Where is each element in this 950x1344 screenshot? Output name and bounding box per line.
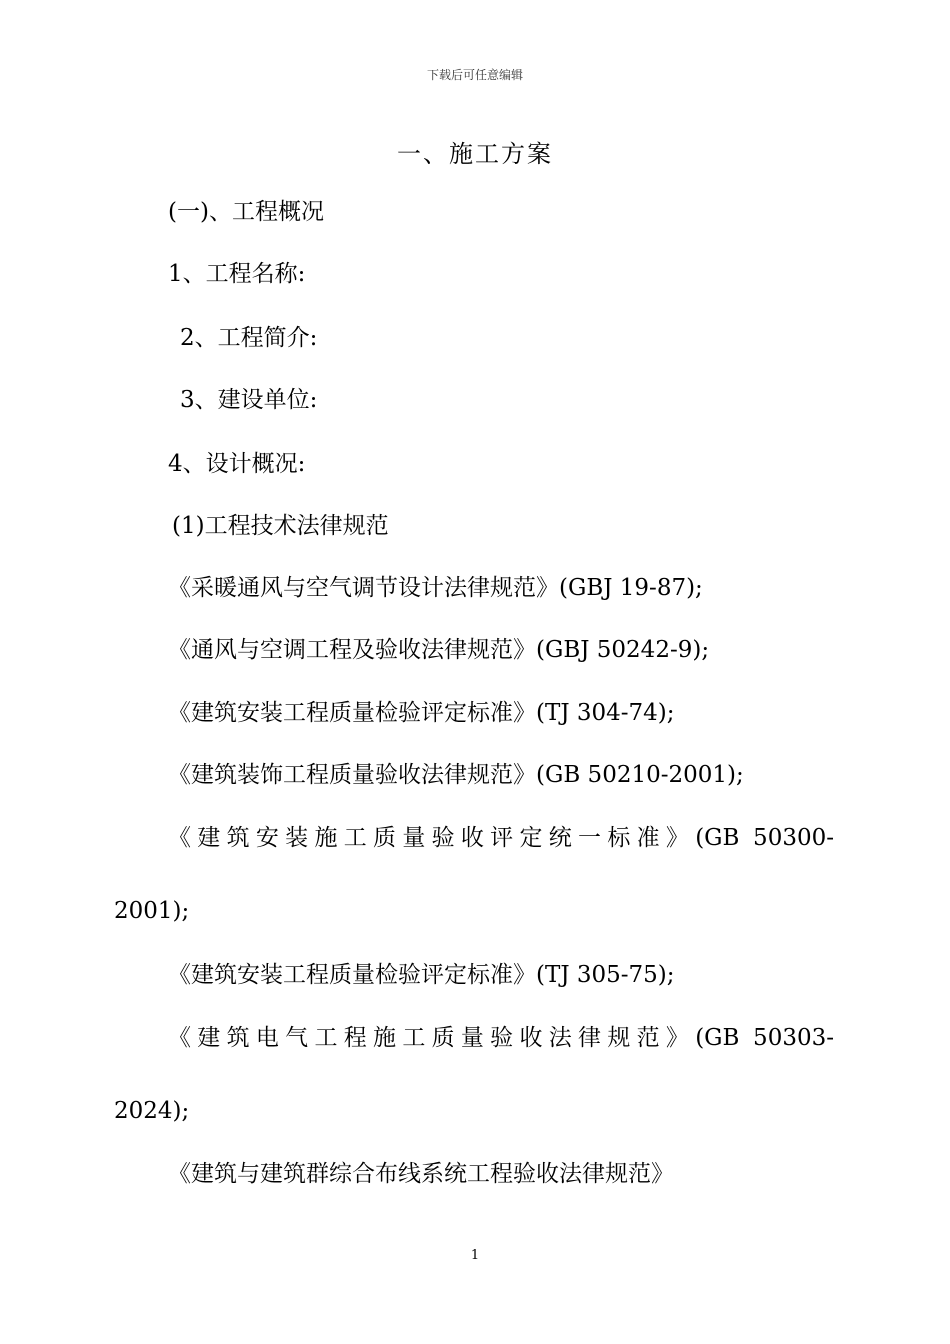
standard-line: 《建筑安装施工质量验收评定统一标准》(GB 50300- [168, 825, 834, 851]
standard-line: 《建筑安装工程质量检验评定标准》(TJ 304-74); [168, 700, 675, 726]
header-note: 下载后可任意编辑 [426, 68, 523, 82]
standard-line: 《采暖通风与空气调节设计法律规范》(GBJ 19-87); [168, 575, 703, 601]
item-project-summary: 2、工程简介: [180, 325, 318, 351]
standard-line: 《建筑电气工程施工质量验收法律规范》(GB 50303- [168, 1025, 834, 1051]
standard-line-continuation: 2024); [114, 1098, 190, 1124]
standard-line: 《通风与空调工程及验收法律规范》(GBJ 50242-9); [168, 637, 710, 663]
document-title: 一、施工方案 [397, 140, 553, 168]
item-design-overview: 4、设计概况: [168, 451, 306, 477]
standard-line-continuation: 2001); [114, 898, 190, 924]
item-construction-unit: 3、建设单位: [180, 387, 318, 413]
section-heading: (一)、工程概况 [168, 199, 324, 225]
item-project-name: 1、工程名称: [168, 261, 306, 287]
standard-line: 《建筑与建筑群综合布线系统工程验收法律规范》 [168, 1161, 674, 1187]
standard-line: 《建筑安装工程质量检验评定标准》(TJ 305-75); [168, 962, 675, 988]
subsection-heading: (1)工程技术法律规范 [172, 513, 389, 539]
page-number: 1 [470, 1248, 480, 1263]
standard-line: 《建筑装饰工程质量验收法律规范》(GB 50210-2001); [168, 762, 744, 788]
